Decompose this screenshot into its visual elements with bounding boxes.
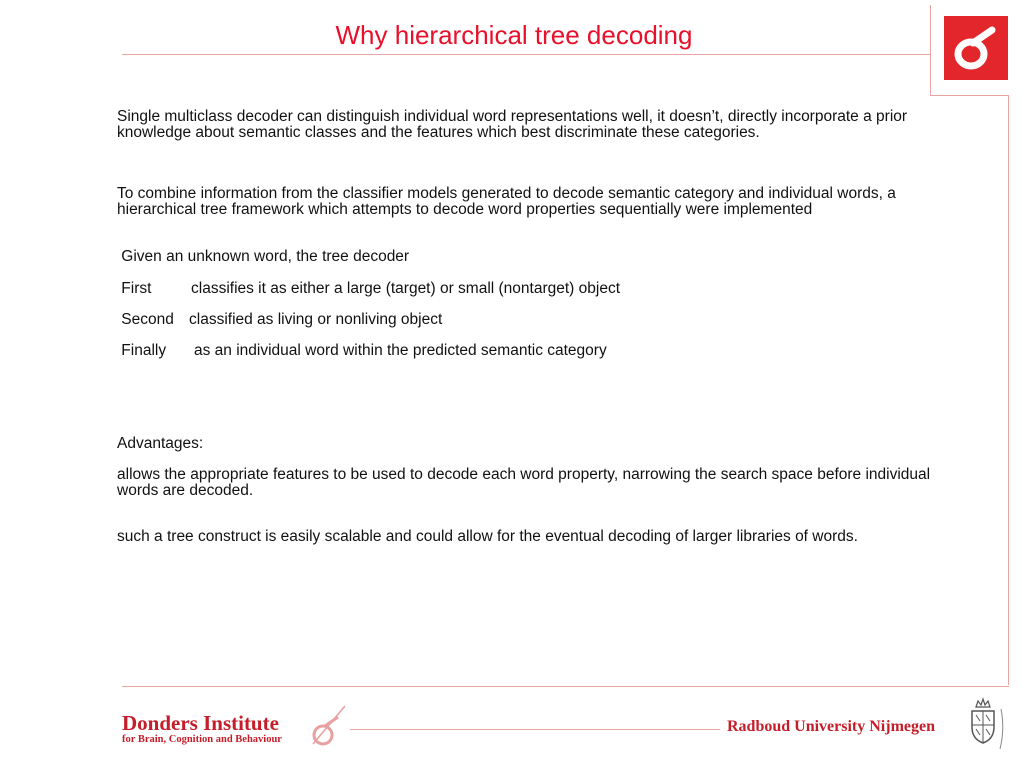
intro-paragraph: Single multiclass decoder can distinguish individual word representations well, it doesn’t, directly incorporate a prior knowledge about semantic classes and the features which best discriminate these categories. — [117, 108, 908, 141]
advantages-heading: Advantages: — [117, 435, 204, 452]
step-first — [117, 281, 620, 297]
right-divider — [1008, 95, 1009, 685]
donders-small-logo-icon — [305, 704, 349, 755]
step-label: Second — [117, 311, 174, 328]
donders-logo-icon — [944, 16, 1008, 80]
step-label: Finally — [117, 342, 167, 359]
slide-title: Why hierarchical tree decoding — [335, 20, 693, 50]
given-line: Given an unknown word, the tree decoder — [117, 248, 410, 265]
step-label: First — [117, 280, 152, 297]
university-name: Radboud University Nijmegen — [727, 718, 936, 735]
framework-paragraph: To combine information from the classifier models generated to decode semantic category and individual words, a hierarchical tree framework which attempts to decode word properties sequentially were implemented — [117, 185, 896, 218]
step-text: classified as living or nonliving object — [189, 311, 443, 328]
advantage-paragraph-1: allows the appropriate features to be used to decode each word property, narrowing the search space before individual words are decoded. — [117, 466, 931, 499]
step-second — [117, 312, 442, 328]
radboud-crest-icon — [964, 697, 1014, 762]
institute-name: Donders Institute — [122, 711, 279, 735]
top-divider — [122, 54, 930, 55]
institute-subtitle: for Brain, Cognition and Behaviour — [122, 734, 282, 745]
step-finally — [117, 343, 607, 359]
step-text: classifies it as either a large (target) or small (nontarget) object — [191, 280, 621, 297]
donders-wordmark — [122, 712, 282, 746]
bottom-divider — [122, 686, 1009, 687]
advantage-paragraph-2: such a tree construct is easily scalable and could allow for the eventual decoding of larger libraries of words. — [117, 528, 858, 545]
footer-divider — [350, 729, 720, 730]
step-text: as an individual word within the predicted semantic category — [194, 342, 607, 359]
